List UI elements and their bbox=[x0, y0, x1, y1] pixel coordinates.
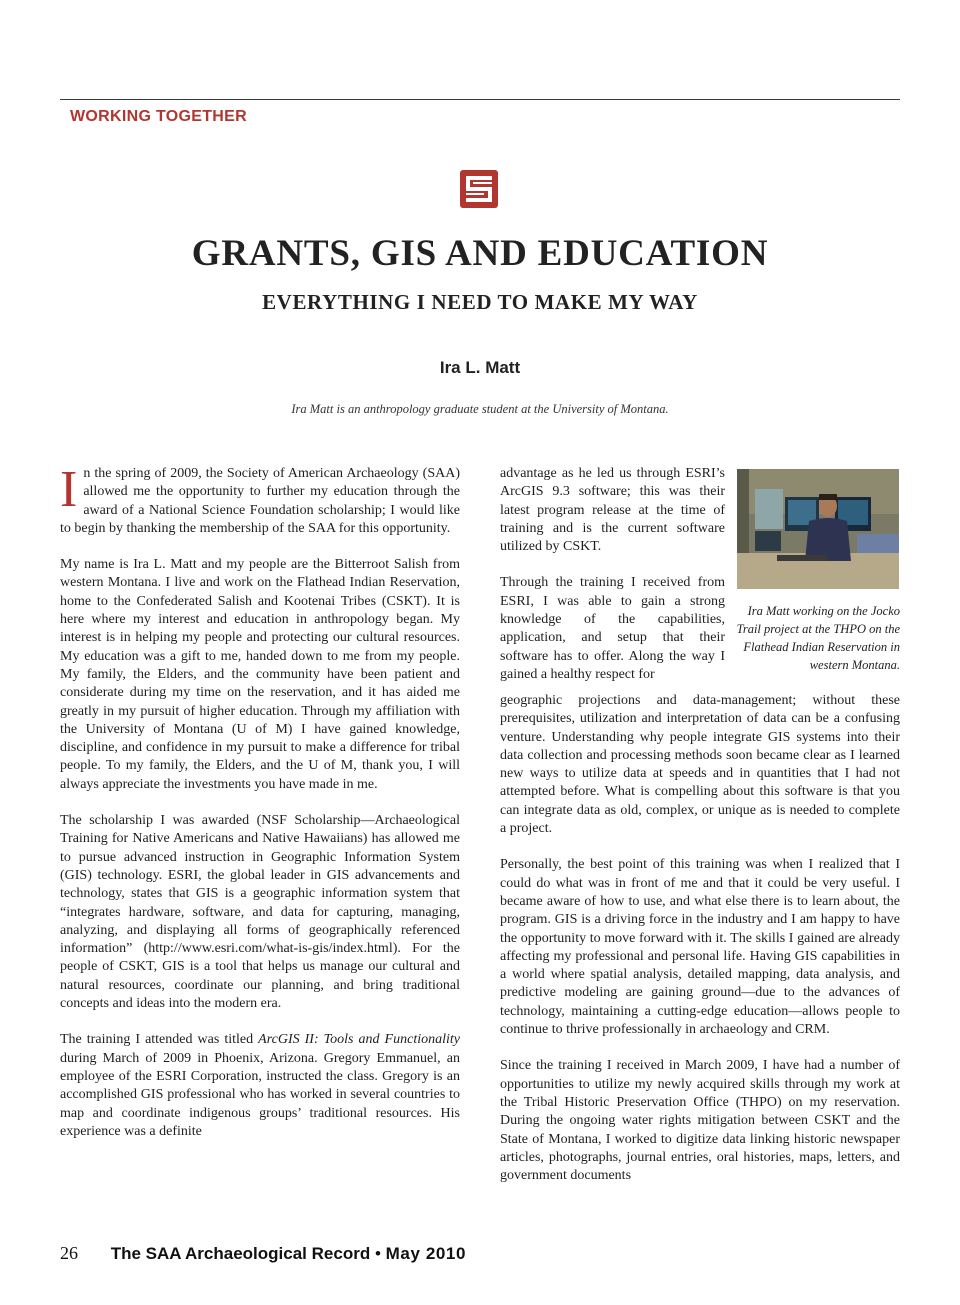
text-run: during March of 2009 in Phoenix, Arizona. Gregory Emmanuel, an employee of the ESRI Corporation, instructed the class. Gregory is an accomplished GIS professional who has worked in several countries to map and coordinate indigenous groups’ traditional resources. His experience was a definite bbox=[60, 1050, 460, 1139]
intro-text: n the spring of 2009, the Society of American Archaeology (SAA) allowed me the opportunity to further my education through the award of a National Science Foundation scholarship; I would like to begin by thanking the membership of the SAA for this opportunity. bbox=[60, 466, 460, 536]
journal-name: The SAA Archaeological Record bbox=[110, 1244, 371, 1263]
bullet-separator: • bbox=[374, 1244, 381, 1263]
header-rule bbox=[60, 99, 900, 100]
paragraph: My name is Ira L. Matt and my people are the Bitterroot Salish from western Montana. I live and work on the Flathead Indian Reservation, home to the Confederated Salish and Kootenai Tribes (CSKT). It is here where my interest and education in anthropology began. My interest is in helping my people and protecting our cultural resources. My education was a gift to me, handed down to me from my people. My family, the Elders, and the community have been patient and considerate during my time on the reservation, and it has aided me greatly in my pursuit of higher education. Through my affiliation with the University of Montana (U of M) I have gained knowledge, discipline, and confidence in my pursuit to make a difference for tribal people. To my family, the Elders, and the U of M, thank you, I will always appreciate the investments you have made in me. bbox=[60, 557, 460, 792]
paragraph: The scholarship I was awarded (NSF Scholarship—Archaeological Training for Native Americans and Native Hawaiians) has allowed me to pursue advanced instruction in Geographic Information System (GIS) technology. ESRI, the global leader in GIS advancements and technology, states that GIS is a geographic information system that “integrates hardware, software, and data for capturing, managing, analyzing, and displaying all forms of geographically referenced information” (http://www.esri.com/what-is-gis/index.html). For the people of CSKT, GIS is a tool that helps us manage our cultural and natural resources, coordinate our planning, and bring traditional concepts and ideas into the modern era. bbox=[60, 813, 460, 1012]
article-subtitle: EVERYTHING I NEED TO MAKE MY WAY bbox=[262, 290, 698, 314]
section-label: WORKING TOGETHER bbox=[70, 108, 247, 125]
saa-logo-icon bbox=[460, 170, 498, 208]
photo-caption: Ira Matt working on the Jocko Trail project at the THPO on the Flathead Indian Reservation in western Montana. bbox=[736, 604, 900, 672]
photo-ira-matt bbox=[737, 469, 899, 589]
author-bio: Ira Matt is an anthropology graduate student at the University of Montana. bbox=[291, 402, 669, 416]
right-column bbox=[500, 692, 900, 1203]
left-column bbox=[60, 461, 460, 1159]
photo-illustration bbox=[737, 469, 899, 589]
paragraph: advantage as he led us through ESRI’s ArcGIS 9.3 software; this was their latest program release at the time of training and is the current software utilized by CSKT. bbox=[500, 466, 725, 555]
paragraph bbox=[60, 1031, 460, 1141]
author-name: Ira L. Matt bbox=[439, 358, 521, 377]
paragraph: geographic projections and data-management; without these prerequisites, utilization and interpretation of data can be a confusing venture. Understanding why people integrate GIS systems into their data collection and processing methods soon became clear as I learned new ways to utilize data at speeds and in quantities that I had not attempted before. What is compelling about this software is that you can integrate data as old, complex, or unique as is needed to complete a project. bbox=[500, 693, 900, 837]
paragraph: Since the training I received in March 2009, I have had a number of opportunities to utilize my newly acquired skills through my work at the Tribal Historic Preservation Office (THPO) on my reservation. During the ongoing water rights mitigation between CSKT and the State of Montana, I worked to digitize data linking historic newspaper articles, photographs, journal entries, oral histories, maps, letters, and government documents bbox=[500, 1058, 900, 1184]
course-title: ArcGIS II: Tools and Functionality bbox=[258, 1032, 460, 1048]
page-number: 26 bbox=[60, 1243, 78, 1263]
issue-date: May 2010 bbox=[385, 1244, 467, 1263]
right-column-top bbox=[500, 465, 725, 702]
paragraph: Through the training I received from ESRI, I was able to gain a strong knowledge of the capabilities, application, and setup that their software has to offer. Along the way I gained a healthy respect for bbox=[500, 575, 725, 682]
article-title: GRANTS, GIS AND EDUCATION bbox=[191, 233, 769, 274]
page-footer bbox=[60, 1243, 466, 1264]
paragraph-intro bbox=[60, 461, 460, 538]
drop-cap: I bbox=[60, 461, 78, 518]
text-run: The training I attended was titled bbox=[60, 1032, 259, 1048]
paragraph: Personally, the best point of this training was when I realized that I could do what was in front of me and that it could be very useful. I became aware of how to use, and what else there is to learn about, the program. GIS is a driving force in the industry and I am happy to have the opportunity to move forward with it. The skills I gained are already affecting my professional and personal life. Having GIS capabilities in a world where spatial analysis, detailed mapping, data analysis, and predictive modeling are gaining ground—due to the advances of technology, maintaining a cutting-edge education—allows people to continue to thrive professionally in archaeology and CRM. bbox=[500, 857, 900, 1038]
